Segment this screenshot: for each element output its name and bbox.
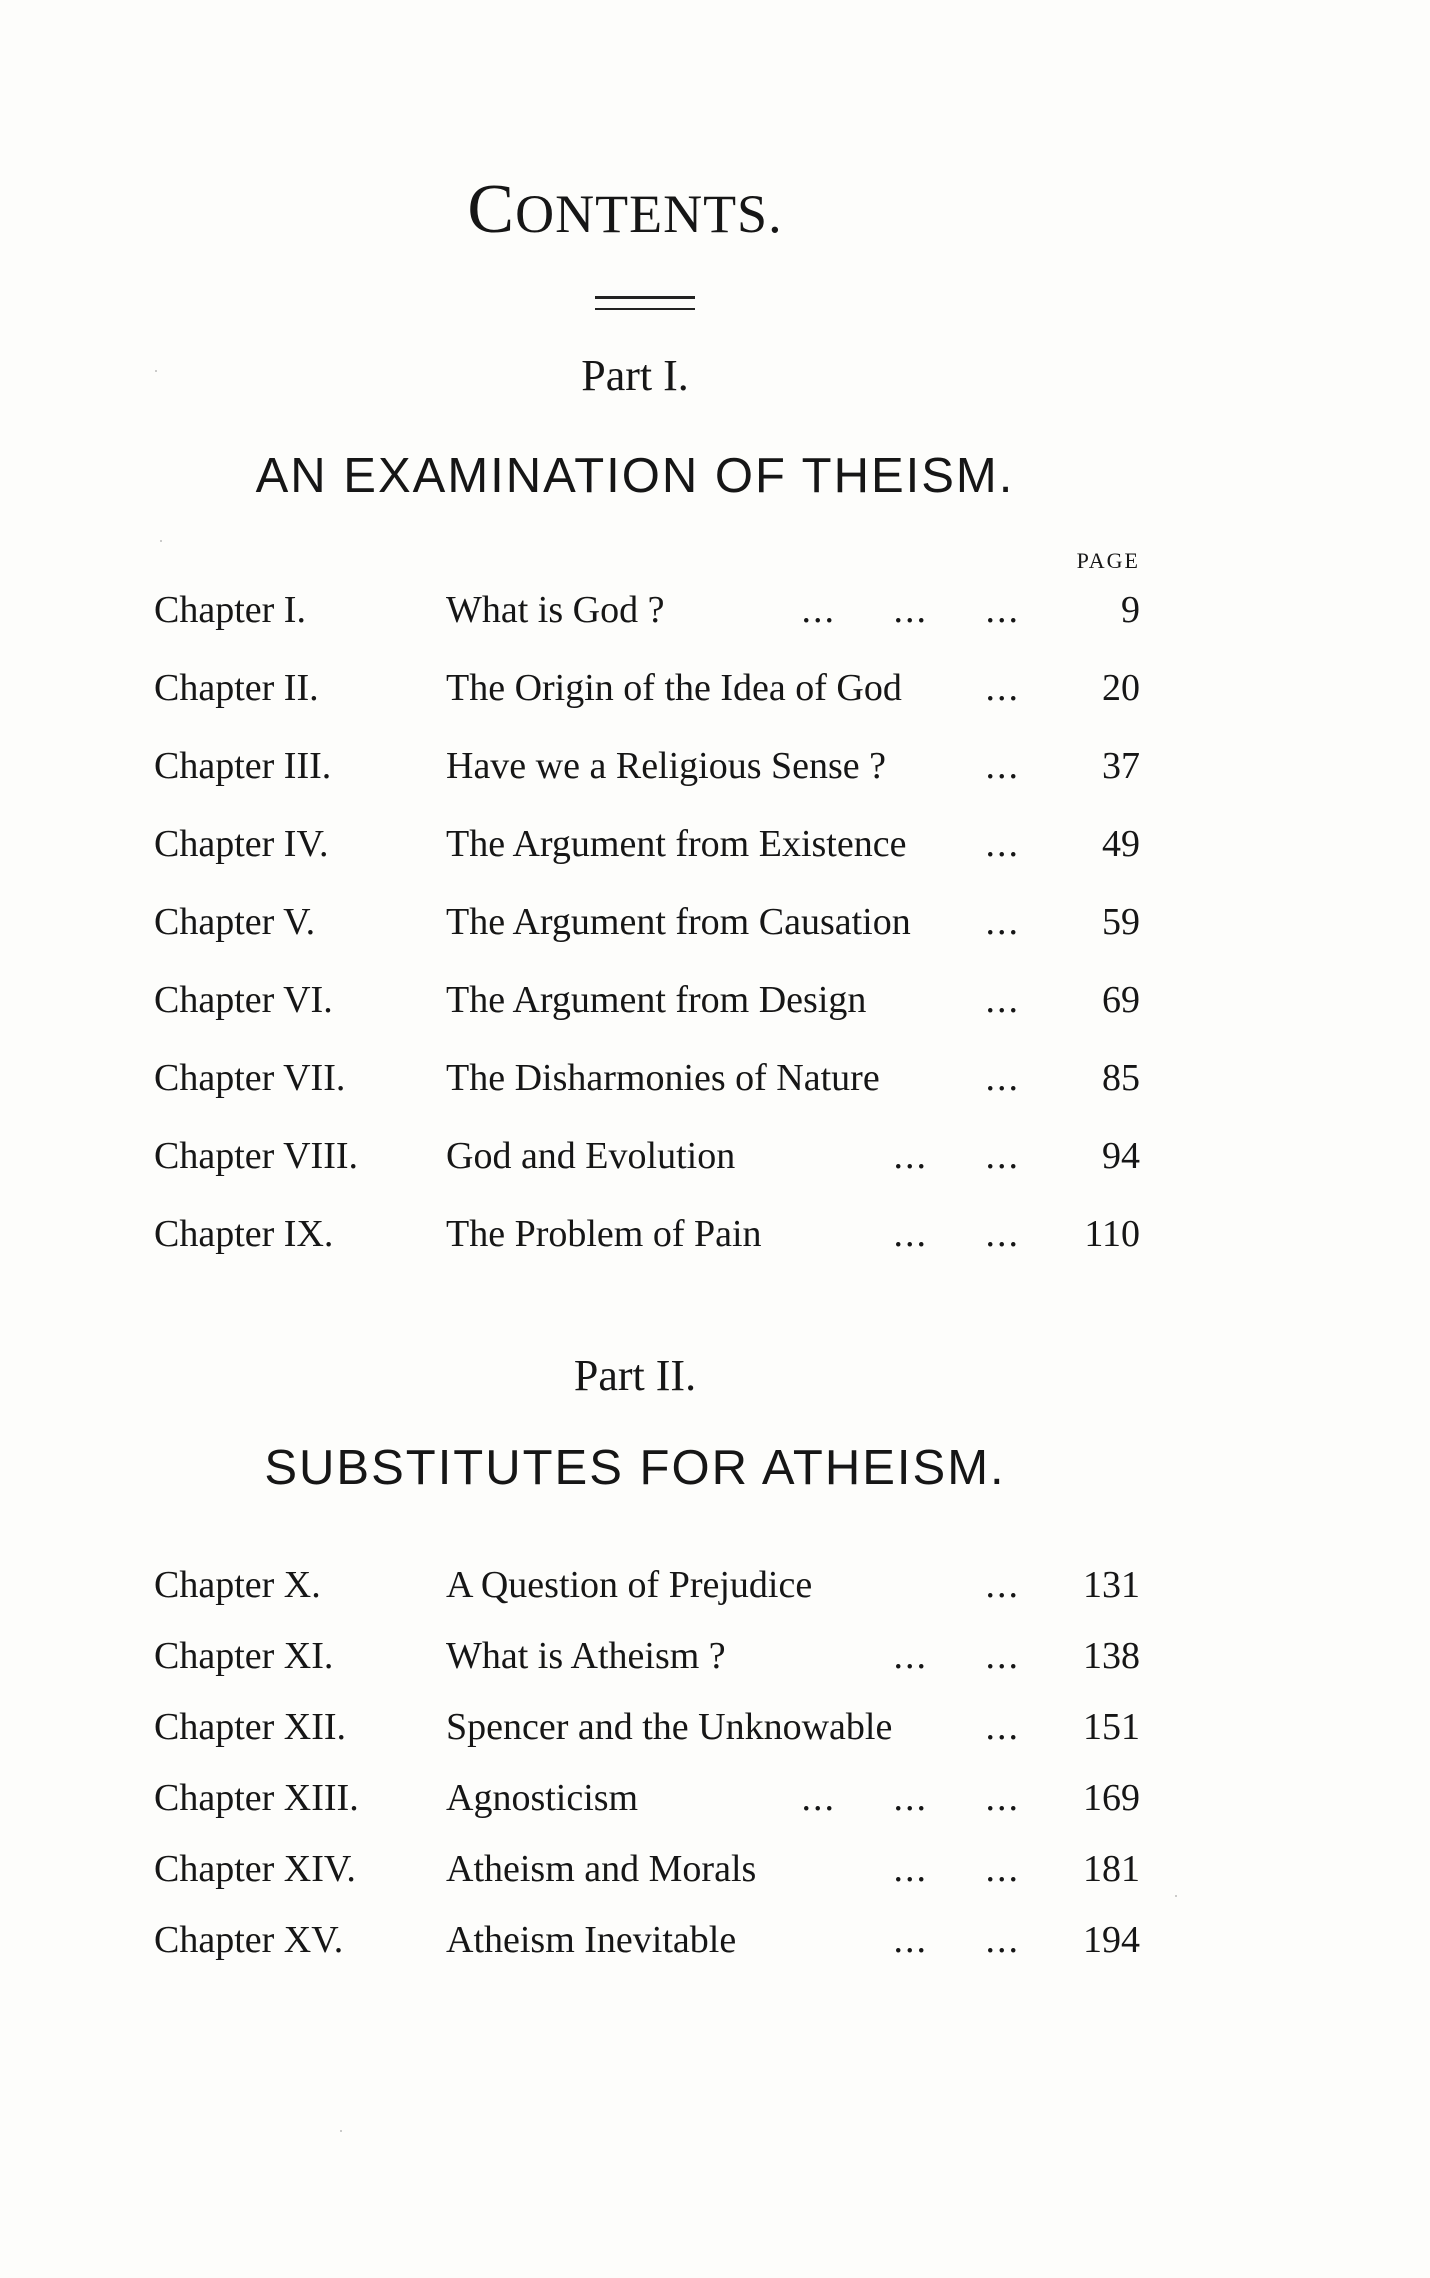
chapter-number: Chapter I. (154, 589, 306, 631)
chapter-number: Chapter XIV. (154, 1848, 356, 1890)
chapter-number: Chapter XIII. (154, 1777, 359, 1819)
toc-row (0, 1626, 1430, 1686)
chapter-title: God and Evolution (446, 1135, 736, 1177)
part-1-label: Part I. (581, 351, 689, 400)
leader-dots: ... ... ... (801, 589, 1020, 631)
page-number: 194 (1083, 1919, 1140, 1961)
chapter-number: Chapter III. (154, 745, 332, 787)
leader-dots: ... (985, 901, 1020, 943)
page-number: 169 (1083, 1777, 1140, 1819)
chapter-title: Have we a Religious Sense ? (446, 745, 887, 787)
page-number: 9 (1121, 589, 1140, 631)
leader-dots: ... (985, 1564, 1020, 1606)
chapter-title: The Argument from Design (446, 979, 867, 1021)
title-double-rule (595, 296, 695, 310)
paper-speck (1175, 1895, 1177, 1897)
chapter-number: Chapter II. (154, 667, 319, 709)
leader-dots: ... ... (893, 1919, 1020, 1961)
chapter-number: Chapter XII. (154, 1706, 347, 1748)
chapter-number: Chapter IX. (154, 1213, 334, 1255)
title-first-letter: C (467, 171, 516, 248)
page-number: 59 (1102, 901, 1140, 943)
page-number: 69 (1102, 979, 1140, 1021)
chapter-number: Chapter XV. (154, 1919, 344, 1961)
toc-row (0, 1126, 1430, 1186)
paper-speck (340, 2130, 342, 2132)
page-number: 151 (1083, 1706, 1140, 1748)
chapter-number: Chapter IV. (154, 823, 329, 865)
page-column-label: PAGE (1076, 548, 1140, 573)
toc-row (0, 970, 1430, 1030)
paper-speck (155, 370, 157, 372)
chapter-title: A Question of Prejudice (446, 1564, 813, 1606)
chapter-title: Agnosticism (446, 1777, 639, 1819)
leader-dots: ... (985, 1057, 1020, 1099)
chapter-title: The Problem of Pain (446, 1213, 762, 1255)
title-rest: ONTENTS. (515, 184, 783, 244)
toc-row (0, 1910, 1430, 1970)
part-1-title: AN EXAMINATION OF THEISM. (255, 449, 1015, 503)
leader-dots: ... ... (893, 1135, 1020, 1177)
chapter-number: Chapter V. (154, 901, 316, 943)
toc-row (0, 1204, 1430, 1264)
toc-row (0, 1048, 1430, 1108)
toc-row (0, 1839, 1430, 1899)
chapter-number: Chapter VIII. (154, 1135, 359, 1177)
leader-dots: ... (985, 667, 1020, 709)
page-title (0, 170, 1340, 250)
chapter-title: What is Atheism ? (446, 1635, 726, 1677)
paper-speck (160, 540, 162, 542)
leader-dots: ... ... (893, 1635, 1020, 1677)
chapter-title: The Argument from Existence (446, 823, 907, 865)
toc-row (0, 814, 1430, 874)
toc-row (0, 892, 1430, 952)
page-number: 49 (1102, 823, 1140, 865)
page-number: 94 (1102, 1135, 1140, 1177)
chapter-number: Chapter VI. (154, 979, 333, 1021)
leader-dots: ... ... (893, 1848, 1020, 1890)
page-number: 20 (1102, 667, 1140, 709)
chapter-number: Chapter VII. (154, 1057, 346, 1099)
leader-dots: ... (985, 745, 1020, 787)
page-number: 110 (1084, 1213, 1140, 1255)
leader-dots: ... (985, 979, 1020, 1021)
leader-dots: ... (985, 1706, 1020, 1748)
toc-row (0, 658, 1430, 718)
chapter-title: The Argument from Causation (446, 901, 911, 943)
chapter-title: Spencer and the Unknowable (446, 1706, 893, 1748)
toc-row (0, 1555, 1430, 1615)
leader-dots: ... ... ... (801, 1777, 1020, 1819)
part-2-label: Part II. (573, 1351, 697, 1400)
chapter-number: Chapter X. (154, 1564, 321, 1606)
page-number: 138 (1083, 1635, 1140, 1677)
page-number: 131 (1083, 1564, 1140, 1606)
toc-row (0, 1697, 1430, 1757)
leader-dots: ... (985, 823, 1020, 865)
leader-dots: ... ... (893, 1213, 1020, 1255)
toc-row (0, 580, 1430, 640)
chapter-title: The Origin of the Idea of God (446, 667, 902, 709)
page-number: 37 (1102, 745, 1140, 787)
page-number: 85 (1102, 1057, 1140, 1099)
chapter-title: What is God ? (446, 589, 665, 631)
part-2-title: SUBSTITUTES FOR ATHEISM. (264, 1441, 1006, 1495)
toc-row (0, 736, 1430, 796)
toc-row (0, 1768, 1430, 1828)
chapter-title: The Disharmonies of Nature (446, 1057, 880, 1099)
chapter-number: Chapter XI. (154, 1635, 334, 1677)
page-number: 181 (1083, 1848, 1140, 1890)
chapter-title: Atheism Inevitable (446, 1919, 737, 1961)
chapter-title: Atheism and Morals (446, 1848, 757, 1890)
